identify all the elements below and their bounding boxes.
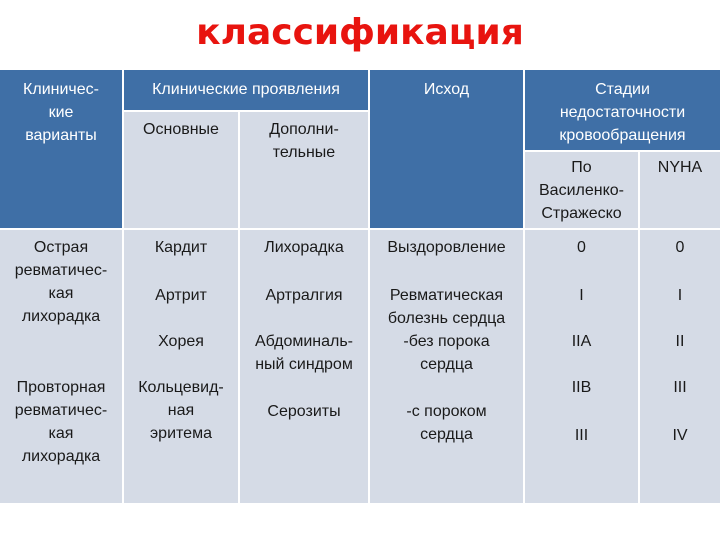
main-item: Кольцевид- ная эритема bbox=[138, 379, 224, 442]
column-nyha bbox=[640, 230, 720, 503]
main-item: Артрит bbox=[155, 287, 207, 304]
header-main-text: Основные bbox=[143, 121, 219, 138]
header-main bbox=[124, 112, 240, 230]
header-clinical-manifestations bbox=[124, 70, 370, 112]
vs-stage: IIB bbox=[571, 379, 592, 396]
column-vasilenko bbox=[525, 230, 640, 503]
column-additional bbox=[240, 230, 370, 503]
nyha-class: I bbox=[677, 287, 683, 304]
header-vasilenko bbox=[525, 152, 640, 230]
variant-recurrent: Провторная ревматичес- кая лихорадка bbox=[14, 379, 108, 465]
column-variants bbox=[0, 230, 124, 503]
vs-stage: III bbox=[574, 427, 589, 444]
page-title: классификация bbox=[196, 12, 524, 53]
vs-stage: 0 bbox=[577, 239, 586, 256]
column-outcome bbox=[370, 230, 525, 503]
nyha-class: II bbox=[675, 333, 685, 350]
main-item: Кардит bbox=[154, 239, 208, 256]
header-additional-text: Дополни- тельные bbox=[269, 121, 339, 161]
vs-stage: I bbox=[579, 287, 584, 304]
header-circulatory-insufficiency bbox=[525, 70, 720, 152]
main-item: Хорея bbox=[158, 333, 204, 350]
classification-table bbox=[0, 70, 720, 503]
header-clinical-variants-text: Клиничес- кие варианты bbox=[23, 81, 99, 144]
header-outcome bbox=[370, 70, 525, 230]
additional-item: Лихорадка bbox=[264, 239, 344, 256]
column-main bbox=[124, 230, 240, 503]
variant-acute: Острая ревматичес- кая лихорадка bbox=[14, 239, 108, 325]
nyha-class: IV bbox=[672, 427, 688, 444]
outcome-item: Выздоровление bbox=[387, 239, 506, 256]
outcome-item: -с пороком сердца bbox=[406, 403, 487, 443]
additional-item: Абдоминаль- ный синдром bbox=[254, 333, 354, 373]
header-vasilenko-text: По Василенко- Стражеско bbox=[539, 159, 624, 222]
header-outcome-text: Исход bbox=[423, 81, 470, 98]
header-clinical-variants bbox=[0, 70, 124, 230]
header-nyha-text: NYHA bbox=[657, 159, 703, 176]
additional-item: Серозиты bbox=[267, 403, 341, 420]
outcome-item: Ревматическая болезнь сердца -без порока сердца bbox=[387, 287, 506, 373]
nyha-class: III bbox=[673, 379, 687, 396]
header-nyha bbox=[640, 152, 720, 230]
additional-item: Артралгия bbox=[265, 287, 343, 304]
header-clinical-manifestations-text: Клинические проявления bbox=[152, 81, 340, 98]
nyha-class: 0 bbox=[675, 239, 685, 256]
vs-stage: IIA bbox=[571, 333, 592, 350]
header-circulatory-insufficiency-text: Стадии недостаточности кровообращения bbox=[559, 81, 686, 144]
header-additional bbox=[240, 112, 370, 230]
